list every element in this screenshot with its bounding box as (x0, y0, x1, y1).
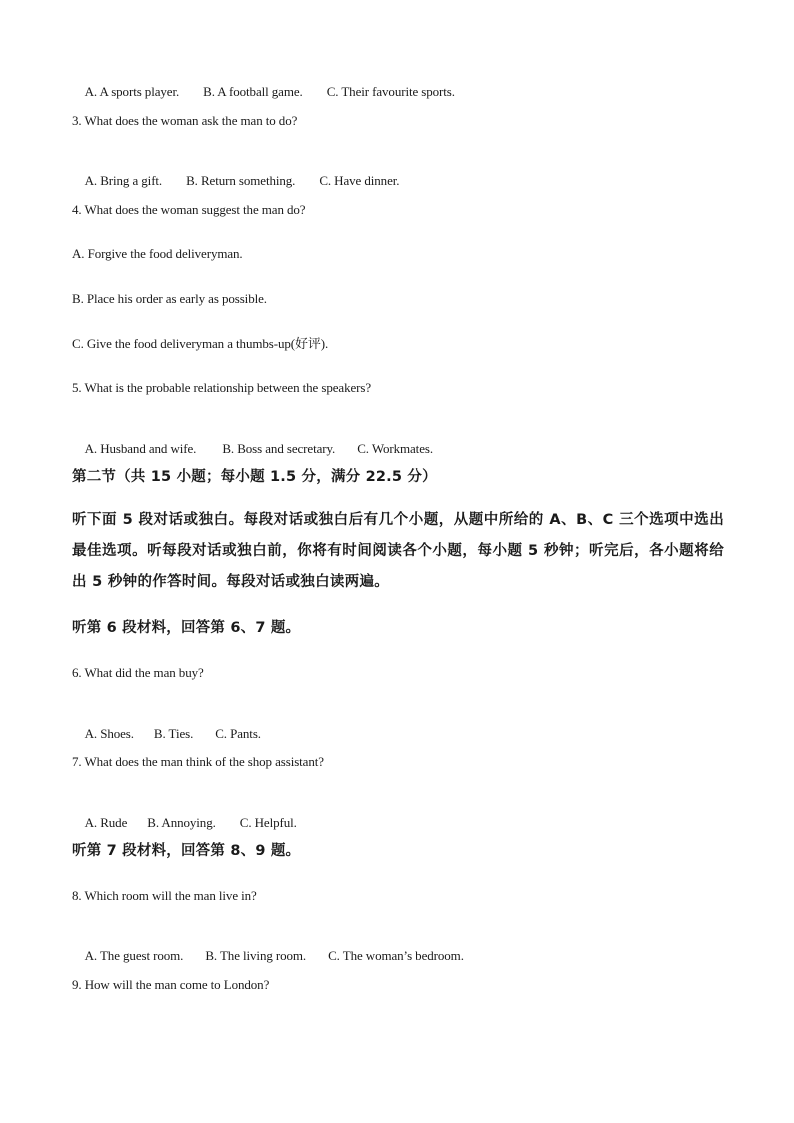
q7-option-b: B. Annoying. (147, 815, 216, 830)
q7-option-c: C. Helpful. (239, 815, 297, 830)
q2-option-b: B. A football game. (203, 84, 303, 99)
q3-option-a: A. Bring a gift. (84, 173, 163, 188)
passage-6-heading: 听第 6 段材料，回答第 6、7 题。 (72, 620, 301, 636)
q2-options (72, 68, 455, 116)
q5-option-a: A. Husband and wife. (84, 441, 197, 456)
q5-option-c: C. Workmates. (357, 441, 433, 456)
section-instructions: 听下面 5 段对话或独白。每段对话或独白后有几个小题，从题中所给的 A、B、C 三个选项中选出最佳选项。听每段对话或独白前，你将有时间阅读各个小题，每小题 5 秒钟；听完后，各小题将给出 5 秒钟的作答时间。每段对话或独白读两遍。 (72, 512, 724, 590)
q8-options (72, 932, 464, 980)
q6-options (72, 710, 261, 758)
q7-options (72, 799, 297, 847)
q3-option-c: C. Have dinner. (319, 173, 400, 188)
q3-options (72, 157, 399, 205)
q4-option-a: A. Forgive the food deliveryman. (72, 246, 243, 261)
q8-option-c: C. The woman’s bedroom. (328, 948, 464, 963)
q5-question: 5. What is the probable relationship between the speakers? (72, 380, 371, 395)
q9-question: 9. How will the man come to London? (72, 977, 270, 992)
q3-option-b: B. Return something. (186, 173, 296, 188)
q2-option-c: C. Their favourite sports. (326, 84, 455, 99)
q8-option-b: B. The living room. (205, 948, 307, 963)
q6-option-b: B. Ties. (153, 726, 194, 741)
q7-question: 7. What does the man think of the shop assistant? (72, 754, 324, 769)
q6-option-c: C. Pants. (215, 726, 261, 741)
q4-option-b: B. Place his order as early as possible. (72, 291, 267, 306)
q2-option-a: A. A sports player. (84, 84, 180, 99)
q4-option-c: C. Give the food deliveryman a thumbs-up(好评). (72, 336, 329, 351)
q6-question: 6. What did the man buy? (72, 665, 204, 680)
section-heading: 第二节（共 15 小题；每小题 1.5 分，满分 22.5 分） (72, 469, 437, 485)
q7-option-a: A. Rude (84, 815, 128, 830)
q5-option-b: B. Boss and secretary. (222, 441, 336, 456)
q8-option-a: A. The guest room. (84, 948, 184, 963)
q5-options (72, 425, 433, 473)
passage-7-heading: 听第 7 段材料，回答第 8、9 题。 (72, 843, 301, 859)
q8-question: 8. Which room will the man live in? (72, 888, 257, 903)
q4-question: 4. What does the woman suggest the man do? (72, 202, 306, 217)
q6-option-a: A. Shoes. (84, 726, 134, 741)
q3-question: 3. What does the woman ask the man to do? (72, 113, 298, 128)
